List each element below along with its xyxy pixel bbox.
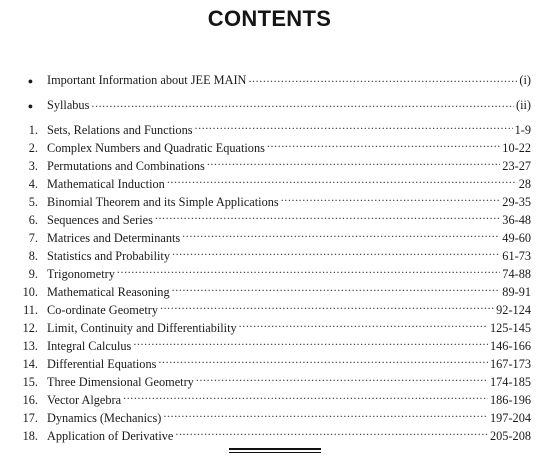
toc-entry-page: 197-204 — [490, 411, 531, 425]
dot-leader — [172, 278, 501, 296]
toc-entry-syllabus[interactable] — [14, 91, 531, 116]
toc-entry-label: Application of Derivative — [47, 429, 174, 443]
toc-entry-number: 18. — [22, 429, 38, 443]
dot-leader — [160, 296, 494, 314]
bullet-icon: ● — [27, 101, 34, 111]
dot-leader — [155, 206, 500, 224]
toc-entry-label: Trigonometry — [47, 267, 115, 281]
dot-leader — [91, 91, 514, 109]
toc-entry-page: 49-60 — [502, 231, 531, 245]
toc-entry-number: 5. — [28, 195, 38, 209]
toc-entry-number: 14. — [22, 357, 38, 371]
toc-entry-label: Mathematical Reasoning — [47, 285, 170, 299]
dot-leader — [182, 224, 500, 242]
toc-entry-label: Syllabus — [47, 98, 90, 112]
toc-entry-page: 74-88 — [502, 267, 531, 281]
toc-entry-page: 61-73 — [502, 249, 531, 263]
toc-entry-page: (ii) — [515, 98, 531, 112]
toc-entry-page: (i) — [519, 73, 531, 87]
toc-entry-page: 92-124 — [496, 303, 531, 317]
end-rule-thin — [229, 452, 321, 453]
toc-entry-page: 146-166 — [490, 339, 531, 353]
toc-entry-page: 23-27 — [502, 159, 531, 173]
end-rule — [229, 448, 321, 450]
dot-leader — [195, 116, 513, 134]
toc-entry-number: 6. — [28, 213, 38, 227]
dot-leader — [163, 404, 488, 422]
dot-leader — [248, 66, 517, 84]
toc-entry-number: 12. — [22, 321, 38, 335]
toc-entry-label: Limit, Continuity and Differentiability — [47, 321, 237, 335]
toc-entry-number: 7. — [28, 231, 38, 245]
toc-entry-page: 10-22 — [502, 141, 531, 155]
toc-entry-number: 9. — [28, 267, 38, 281]
toc-entry-label: Statistics and Probability — [47, 249, 170, 263]
toc-entry-label: Matrices and Determinants — [47, 231, 181, 245]
toc-entry-label: Three Dimensional Geometry — [47, 375, 194, 389]
toc-entry-label: Binomial Theorem and its Simple Applications — [47, 195, 279, 209]
toc-entry-page: 89-91 — [502, 285, 531, 299]
toc-entry-page: 1-9 — [514, 123, 531, 137]
toc-entry-number: 15. — [22, 375, 38, 389]
toc-entry-label: Mathematical Induction — [47, 177, 165, 191]
toc-entry-label: Important Information about JEE MAIN — [47, 73, 247, 87]
toc-entry-page: 186-196 — [490, 393, 531, 407]
toc-entry-number: 3. — [28, 159, 38, 173]
toc-entry-label: Dynamics (Mechanics) — [47, 411, 162, 425]
toc-entry-number: 10. — [22, 285, 38, 299]
toc-entry-number: 8. — [28, 249, 38, 263]
dot-leader — [267, 134, 500, 152]
chapter-list — [14, 116, 531, 443]
toc-entry-number: 1. — [28, 123, 38, 137]
toc-entry-label: Differential Equations — [47, 357, 157, 371]
toc-entry-page: 36-48 — [502, 213, 531, 227]
toc-entry-label: Integral Calculus — [47, 339, 132, 353]
table-of-contents — [14, 66, 531, 443]
toc-entry-label: Co-ordinate Geometry — [47, 303, 158, 317]
toc-entry-label: Permutations and Combinations — [47, 159, 205, 173]
dot-leader — [172, 242, 500, 260]
toc-entry-page: 29-35 — [502, 195, 531, 209]
dot-leader — [175, 422, 488, 440]
dot-leader — [158, 350, 488, 368]
dot-leader — [133, 332, 488, 350]
toc-entry[interactable] — [14, 116, 531, 137]
toc-entry-label: Vector Algebra — [47, 393, 122, 407]
toc-entry-page: 28 — [518, 177, 531, 191]
toc-entry-page: 205-208 — [490, 429, 531, 443]
toc-entry-number: 11. — [23, 303, 38, 317]
toc-entry-number: 17. — [22, 411, 38, 425]
dot-leader — [123, 386, 488, 404]
toc-entry-label: Sequences and Series — [47, 213, 153, 227]
toc-entry-label: Complex Numbers and Quadratic Equations — [47, 141, 265, 155]
dot-leader — [167, 170, 517, 188]
bullet-icon: ● — [27, 76, 34, 86]
toc-entry-page: 167-173 — [490, 357, 531, 371]
toc-entry-number: 4. — [28, 177, 38, 191]
toc-entry-page: 125-145 — [490, 321, 531, 335]
page-title: CONTENTS — [207, 6, 332, 31]
dot-leader — [117, 260, 500, 278]
toc-entry-important-information[interactable] — [14, 66, 531, 91]
dot-leader — [196, 368, 488, 386]
dot-leader — [239, 314, 488, 332]
toc-entry-number: 2. — [28, 141, 38, 155]
dot-leader — [281, 188, 501, 206]
toc-entry-page: 174-185 — [490, 375, 531, 389]
toc-entry-number: 13. — [22, 339, 38, 353]
dot-leader — [207, 152, 500, 170]
toc-entry-number: 16. — [22, 393, 38, 407]
toc-entry-label: Sets, Relations and Functions — [47, 123, 193, 137]
